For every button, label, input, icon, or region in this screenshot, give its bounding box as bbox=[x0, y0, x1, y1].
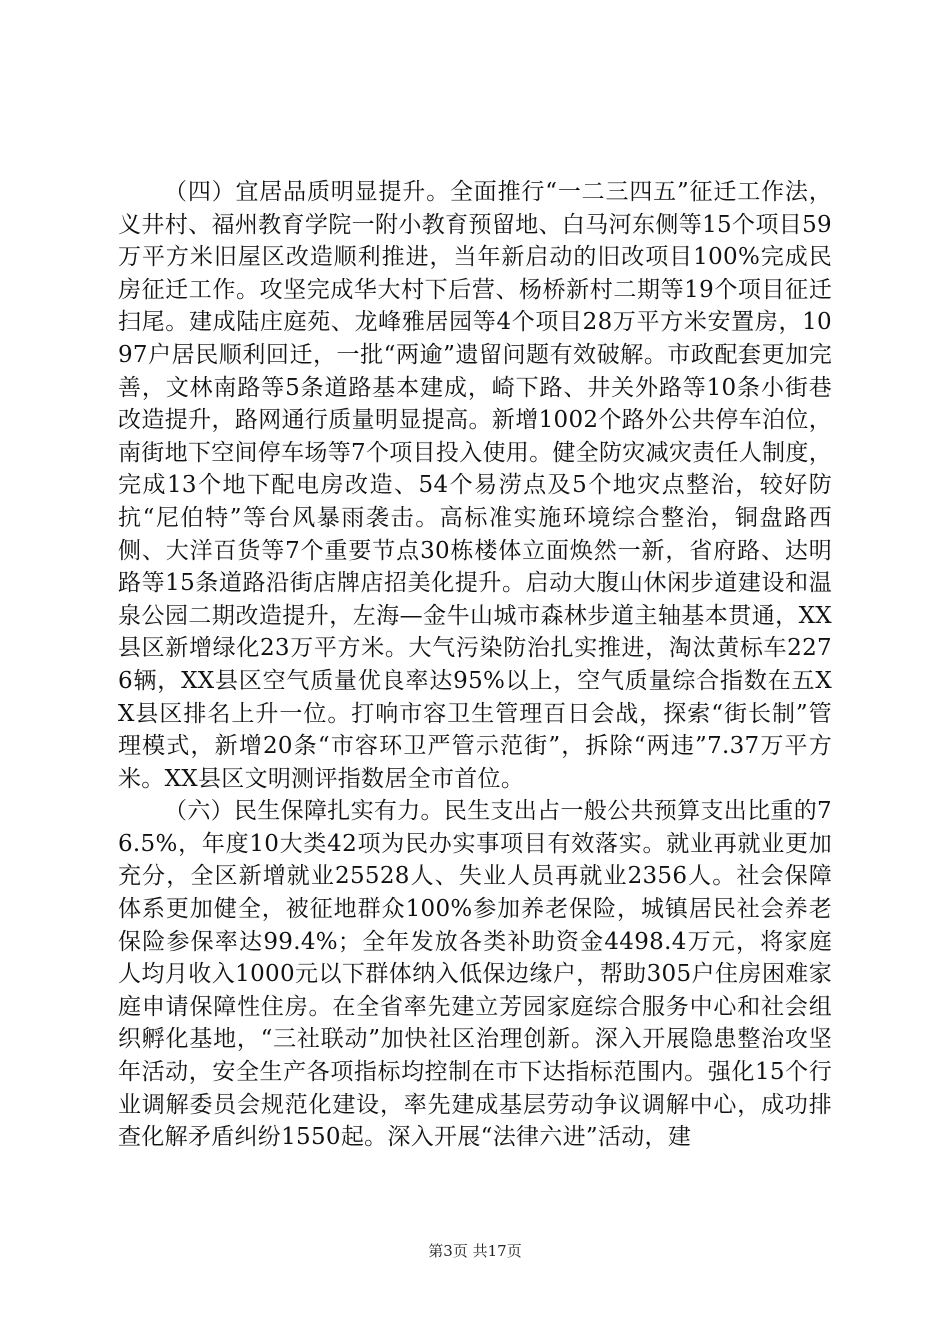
paragraph-housing-quality: （四）宜居品质明显提升。全面推行“一二三四五”征迁工作法，义井村、福州教育学院一附小教育预留地、白马河东侧等15个项目59万平方米旧屋区改造顺利推进，当年新启动的旧改项目100%完成民房征迁工作。攻坚完成华大村下后营、杨桥新村二期等19个项目征迁扫尾。建成陆庄庭苑、龙峰雅居园等4个项目28万平方米安置房，1097户居民顺利回迁，一批“两逾”遗留问题有效破解。市政配套更加完善，文林南路等5条道路基本建成，崎下路、井关外路等10条小街巷改造提升，路网通行质量明显提高。新增1002个路外公共停车泊位，南街地下空间停车场等7个项目投入使用。健全防灾减灾责任人制度，完成13个地下配电房改造、54个易涝点及5个地灾点整治，较好防抗“尼伯特”等台风暴雨袭击。高标准实施环境综合整治，铜盘路西侧、大洋百货等7个重要节点30栋楼体立面焕然一新，省府路、达明路等15条道路沿街店牌店招美化提升。启动大腹山休闲步道建设和温泉公园二期改造提升，左海—金牛山城市森林步道主轴基本贯通，XX县区新增绿化23万平方米。大气污染防治扎实推进，淘汰黄标车2276辆，XX县区空气质量优良率达95%以上，空气质量综合指数在五XX县区排名上升一位。打响市容卫生管理百日会战，探索“街长制”管理模式，新增20条“市容环卫严管示范街”，拆除“两违”7.37万平方米。XX县区文明测评指数居全市首位。 bbox=[118, 179, 832, 792]
page-number-footer: 第3页 共17页 bbox=[428, 1242, 522, 1260]
paragraph-livelihood-security: （六）民生保障扎实有力。民生支出占一般公共预算支出比重的76.5%，年度10大类42项为民办实事项目有效落实。就业再就业更加充分，全区新增就业25528人、失业人员再就业2356人。社会保障体系更加健全，被征地群众100%参加养老保险，城镇居民社会养老保险参保率达99.4%；全年发放各类补助资金4498.4万元，将家庭人均月收入1000元以下群体纳入低保边缘户，帮助305户住房困难家庭申请保障性住房。在全省率先建立芳园家庭综合服务中心和社会组织孵化基地，“三社联动”加快社区治理创新。深入开展隐患整治攻坚年活动，安全生产各项指标均控制在市下达指标范围内。强化15个行业调解委员会规范化建设，率先建成基层劳动争议调解中心，成功排查化解矛盾纠纷1550起。深入开展“法律六进”活动，建 bbox=[118, 798, 832, 1151]
document-body bbox=[118, 176, 832, 1154]
